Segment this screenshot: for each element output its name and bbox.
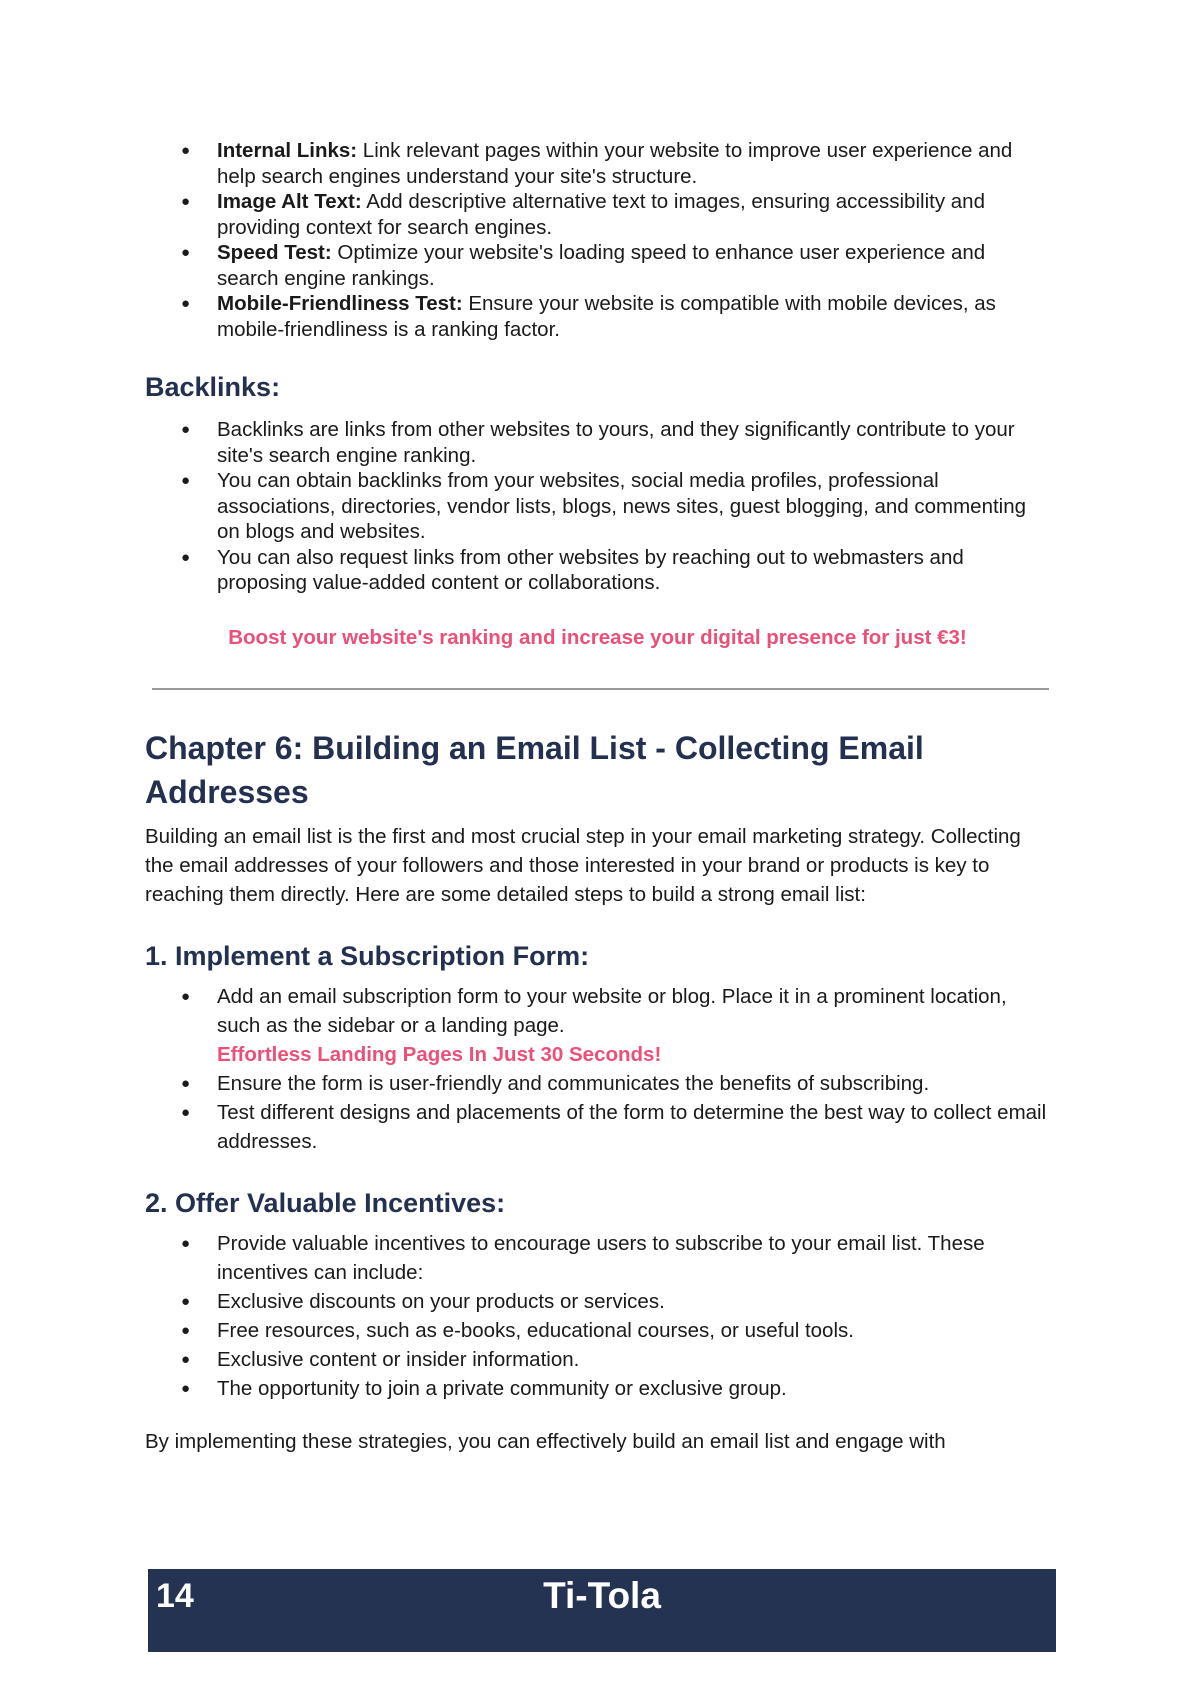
item-text: Ensure your website is compatible with mobile devices, as mobile-friendliness is a ranking factor. — [217, 292, 996, 341]
section-divider — [152, 688, 1049, 690]
backlinks-heading: Backlinks: — [145, 372, 281, 402]
section2-heading: 2. Offer Valuable Incentives: — [145, 1187, 506, 1218]
list-item — [145, 189, 1050, 240]
closing-paragraph: By implementing these strategies, you can effectively build an email list and engage with — [145, 1429, 946, 1453]
list-item: ● Test different designs and placements of the form to determine the best way to collect email addresses. — [145, 1098, 1050, 1156]
section1-list — [145, 982, 1050, 1156]
list-item: ● You can obtain backlinks from your websites, social media profiles, professional associations, directories, vendor lists, blogs, news sites, guest blogging, and commenting on blogs and websites. — [145, 468, 1050, 545]
list-item: ● The opportunity to join a private community or exclusive group. — [145, 1374, 1050, 1403]
brand-name: Ti-Tola — [543, 1575, 661, 1616]
page-number: 14 — [156, 1577, 194, 1615]
list-item — [145, 138, 1050, 189]
term: Internal Links: — [217, 139, 358, 162]
item-text: Add an email subscription form to your website or blog. Place it in a prominent location, such as the sidebar or a landing page. — [217, 984, 1007, 1037]
list-item — [145, 982, 1050, 1069]
list-item: ● Free resources, such as e-books, educational courses, or useful tools. — [145, 1316, 1050, 1345]
chapter-intro: Building an email list is the first and most crucial step in your email marketing strategy. Collecting the email addresses of your followers and those interested in your brand or products is key to reaching them directly. Here are some detailed steps to build a strong email list: — [145, 824, 1021, 906]
item-text: Optimize your website's loading speed to enhance user experience and search engine rankings. — [217, 241, 986, 290]
section2-list — [145, 1229, 1050, 1403]
list-item: ● Exclusive content or insider information. — [145, 1345, 1050, 1374]
list-item: ● Backlinks are links from other websites to yours, and they significantly contribute to your site's search engine ranking. — [145, 417, 1050, 468]
term: Speed Test: — [217, 241, 332, 264]
list-item: ● Provide valuable incentives to encourage users to subscribe to your email list. These incentives can include: — [145, 1229, 1050, 1287]
item-text: Add descriptive alternative text to images, ensuring accessibility and providing context for search engines. — [217, 190, 985, 239]
list-item: ● Ensure the form is user-friendly and communicates the benefits of subscribing. — [145, 1069, 1050, 1098]
chapter-title: Chapter 6: Building an Email List - Collecting Email Addresses — [145, 729, 924, 810]
list-item: ● You can also request links from other websites by reaching out to webmasters and proposing value-added content or collaborations. — [145, 545, 1050, 596]
section1-heading: 1. Implement a Subscription Form: — [145, 940, 590, 971]
list-item — [145, 291, 1050, 342]
page-content — [145, 138, 1050, 1456]
list-item: ● Exclusive discounts on your products or services. — [145, 1287, 1050, 1316]
term: Mobile-Friendliness Test: — [217, 292, 463, 315]
landing-pages-promo-link[interactable]: Effortless Landing Pages In Just 30 Seconds! — [217, 1042, 662, 1066]
list-item — [145, 240, 1050, 291]
backlinks-list — [145, 417, 1050, 596]
item-text: Link relevant pages within your website to improve user experience and help search engines understand your site's structure. — [217, 139, 1013, 188]
promo-link[interactable]: Boost your website's ranking and increase your digital presence for just €3! — [228, 625, 967, 649]
term: Image Alt Text: — [217, 190, 362, 213]
seo-checklist — [145, 138, 1050, 342]
page-footer — [148, 1569, 1056, 1652]
